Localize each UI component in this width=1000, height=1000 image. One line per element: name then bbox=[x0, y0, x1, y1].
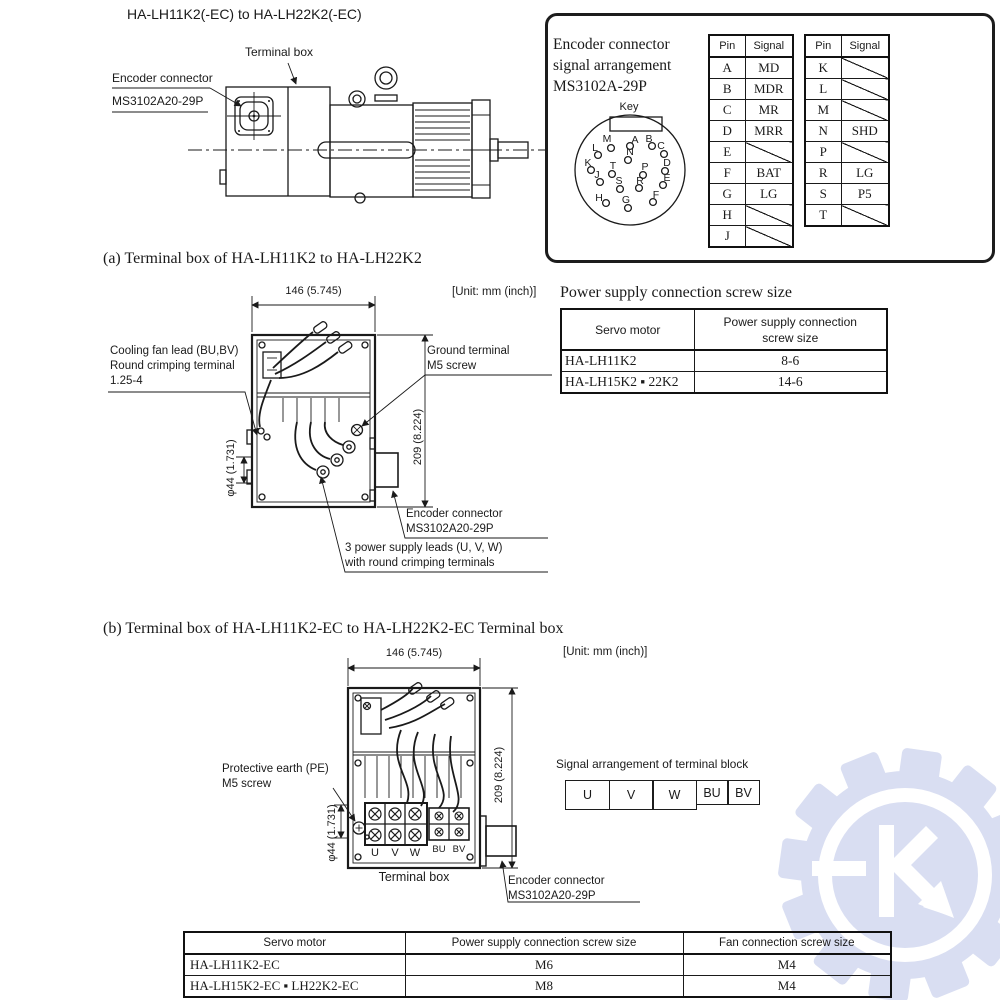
signal-cell-bu: BU bbox=[696, 780, 729, 805]
svg-text:B: B bbox=[645, 133, 653, 145]
table-row bbox=[709, 184, 793, 205]
signal-block-title: Signal arrangement of terminal block bbox=[556, 757, 749, 771]
svg-text:F: F bbox=[652, 189, 660, 201]
pin-table-right bbox=[804, 34, 890, 227]
cell: L bbox=[805, 79, 841, 100]
dim-diameter-a: φ44 (1.731) bbox=[225, 439, 237, 497]
encoder-box-title-line2: signal arrangement bbox=[553, 57, 672, 74]
column-header: Power supply connection screw size bbox=[694, 309, 887, 350]
cell: MDR bbox=[745, 79, 793, 100]
encoder-connector-a-line2: MS3102A20-29P bbox=[406, 523, 494, 535]
pin-table-left bbox=[708, 34, 794, 248]
cell: 8-6 bbox=[694, 350, 887, 372]
table-row bbox=[709, 57, 793, 79]
signal-cell-w: W bbox=[652, 780, 697, 810]
empty-signal-cell bbox=[745, 142, 793, 163]
unit-note-a: [Unit: mm (inch)] bbox=[452, 286, 537, 298]
protective-earth-label bbox=[222, 762, 329, 792]
empty-signal-cell bbox=[841, 57, 889, 79]
svg-text:L: L bbox=[592, 142, 598, 154]
cell: MD bbox=[745, 57, 793, 79]
svg-text:J: J bbox=[594, 169, 600, 181]
cell: J bbox=[709, 226, 745, 248]
table-row bbox=[709, 205, 793, 226]
encoder-signal-box bbox=[545, 13, 995, 263]
table-row bbox=[805, 184, 889, 205]
encoder-connector-label-a bbox=[406, 507, 503, 537]
terminal-box-label-b: Terminal box bbox=[378, 870, 450, 884]
cell: MRR bbox=[745, 121, 793, 142]
encoder-connector-a-line1: Encoder connector bbox=[406, 508, 503, 520]
cell: MR bbox=[745, 100, 793, 121]
encoder-box-title bbox=[553, 34, 671, 97]
cell: F bbox=[709, 163, 745, 184]
column-header: Fan connection screw size bbox=[683, 932, 891, 954]
screw-table-title: Power supply connection screw size bbox=[560, 284, 792, 301]
cooling-fan-label bbox=[110, 344, 238, 389]
svg-text:BU: BU bbox=[432, 844, 446, 855]
connector-pin-diagram bbox=[565, 107, 693, 235]
svg-text:P: P bbox=[641, 161, 649, 173]
cell: HA-LH11K2-EC bbox=[184, 954, 405, 976]
svg-text:R: R bbox=[636, 175, 644, 187]
cell: SHD bbox=[841, 121, 889, 142]
motor-encoder-connector-label: Encoder connector bbox=[112, 71, 213, 85]
svg-text:U: U bbox=[371, 847, 379, 859]
svg-text:BV: BV bbox=[452, 844, 466, 855]
motor-encoder-connector-model: MS3102A20-29P bbox=[112, 94, 204, 108]
cell: E bbox=[709, 142, 745, 163]
cell: P5 bbox=[841, 184, 889, 205]
table-row bbox=[709, 163, 793, 184]
cell: T bbox=[805, 205, 841, 227]
column-header: Pin bbox=[709, 35, 745, 57]
svg-text:W: W bbox=[409, 847, 421, 859]
section-a-heading: (a) Terminal box of HA-LH11K2 to HA-LH22K2 bbox=[103, 250, 422, 267]
dim-height-b: 209 (8.224) bbox=[493, 746, 505, 804]
column-header: Power supply connection screw size bbox=[405, 932, 683, 954]
cell: M4 bbox=[683, 976, 891, 998]
svg-text:N: N bbox=[626, 146, 634, 158]
table-row bbox=[709, 142, 793, 163]
ground-terminal-label bbox=[427, 344, 509, 374]
empty-signal-cell bbox=[841, 142, 889, 163]
cooling-fan-line3: 1.25-4 bbox=[110, 375, 143, 387]
column-header: Pin bbox=[805, 35, 841, 57]
empty-signal-cell bbox=[841, 205, 889, 227]
table-row bbox=[561, 350, 887, 372]
cell: K bbox=[805, 57, 841, 79]
cell: D bbox=[709, 121, 745, 142]
table-row bbox=[805, 57, 889, 79]
cell: HA-LH11K2 bbox=[561, 350, 694, 372]
table-row bbox=[709, 226, 793, 248]
table-row bbox=[805, 121, 889, 142]
table-row bbox=[184, 976, 891, 998]
cell: R bbox=[805, 163, 841, 184]
svg-text:D: D bbox=[663, 157, 671, 169]
table-row bbox=[709, 100, 793, 121]
table-row bbox=[805, 79, 889, 100]
signal-terminal-block bbox=[565, 780, 760, 810]
svg-text:E: E bbox=[663, 172, 671, 184]
power-leads-label bbox=[345, 541, 502, 571]
cell: P bbox=[805, 142, 841, 163]
table-row bbox=[561, 372, 887, 394]
encoder-box-title-line3: MS3102A-29P bbox=[553, 78, 647, 95]
cell: M8 bbox=[405, 976, 683, 998]
cell: M4 bbox=[683, 954, 891, 976]
protective-earth-line1: Protective earth (PE) bbox=[222, 763, 329, 775]
dim-diameter-b: φ44 (1.731) bbox=[326, 804, 338, 862]
table-row bbox=[709, 79, 793, 100]
cell: G bbox=[709, 184, 745, 205]
table-row bbox=[805, 205, 889, 227]
column-header: Servo motor bbox=[561, 309, 694, 350]
header-row bbox=[709, 35, 793, 57]
encoder-connector-b-line2: MS3102A20-29P bbox=[508, 890, 596, 902]
encoder-connector-label-b bbox=[508, 874, 605, 904]
unit-note-b: [Unit: mm (inch)] bbox=[563, 646, 648, 658]
cell: BAT bbox=[745, 163, 793, 184]
svg-text:A: A bbox=[631, 134, 639, 146]
svg-text:K: K bbox=[584, 157, 592, 169]
bottom-screw-table bbox=[183, 931, 892, 998]
cell: HA-LH15K2 ▪ 22K2 bbox=[561, 372, 694, 394]
svg-text:H: H bbox=[595, 192, 603, 204]
protective-earth-line2: M5 screw bbox=[222, 778, 272, 790]
header-row bbox=[561, 309, 887, 350]
cell: B bbox=[709, 79, 745, 100]
dim-height-a: 209 (8.224) bbox=[412, 408, 424, 466]
cell: A bbox=[709, 57, 745, 79]
power-leads-line1: 3 power supply leads (U, V, W) bbox=[345, 542, 503, 554]
cell: N bbox=[805, 121, 841, 142]
cell: 14-6 bbox=[694, 372, 887, 394]
svg-text:T: T bbox=[609, 160, 617, 172]
dim-width-a: 146 (5.745) bbox=[285, 285, 342, 297]
table-row bbox=[709, 121, 793, 142]
empty-signal-cell bbox=[745, 205, 793, 226]
encoder-connector-b-line1: Encoder connector bbox=[508, 875, 605, 887]
cooling-fan-line1: Cooling fan lead (BU,BV) bbox=[110, 345, 239, 357]
cell: LG bbox=[841, 163, 889, 184]
cell: S bbox=[805, 184, 841, 205]
svg-text:M: M bbox=[602, 133, 612, 145]
section-b-heading: (b) Terminal box of HA-LH11K2-EC to HA-LH22K2-EC Terminal box bbox=[103, 620, 564, 637]
motor-terminal-box-label: Terminal box bbox=[245, 45, 314, 59]
table-row bbox=[805, 163, 889, 184]
cell: HA-LH15K2-EC ▪ LH22K2-EC bbox=[184, 976, 405, 998]
power-leads-line2: with round crimping terminals bbox=[345, 557, 495, 569]
key-label: Key bbox=[619, 101, 639, 113]
cell: H bbox=[709, 205, 745, 226]
motor-drawing bbox=[108, 30, 548, 235]
column-header: Signal bbox=[841, 35, 889, 57]
cell: LG bbox=[745, 184, 793, 205]
cell: C bbox=[709, 100, 745, 121]
column-header: Signal bbox=[745, 35, 793, 57]
encoder-box-title-line1: Encoder connector bbox=[553, 36, 670, 53]
signal-cell-bv: BV bbox=[727, 780, 760, 805]
terminal-strip-labels bbox=[371, 844, 466, 859]
ground-terminal-line1: Ground terminal bbox=[427, 345, 510, 357]
column-header: Servo motor bbox=[184, 932, 405, 954]
empty-signal-cell bbox=[745, 226, 793, 248]
empty-signal-cell bbox=[841, 79, 889, 100]
svg-text:V: V bbox=[391, 847, 399, 859]
header-row bbox=[805, 35, 889, 57]
empty-signal-cell bbox=[841, 100, 889, 121]
dim-width-b: 146 (5.745) bbox=[385, 647, 443, 659]
page-title: HA-LH11K2(-EC) to HA-LH22K2(-EC) bbox=[127, 6, 362, 22]
cell: M6 bbox=[405, 954, 683, 976]
cell: M bbox=[805, 100, 841, 121]
table-row bbox=[805, 100, 889, 121]
table-row bbox=[805, 142, 889, 163]
ground-terminal-line2: M5 screw bbox=[427, 360, 477, 372]
svg-text:G: G bbox=[621, 194, 631, 206]
table-row bbox=[184, 954, 891, 976]
signal-cell-v: V bbox=[609, 780, 654, 810]
cooling-fan-line2: Round crimping terminal bbox=[110, 360, 235, 372]
svg-text:S: S bbox=[615, 175, 623, 187]
svg-text:C: C bbox=[657, 140, 665, 152]
signal-cell-u: U bbox=[565, 780, 610, 810]
header-row bbox=[184, 932, 891, 954]
screw-size-table bbox=[560, 308, 888, 394]
